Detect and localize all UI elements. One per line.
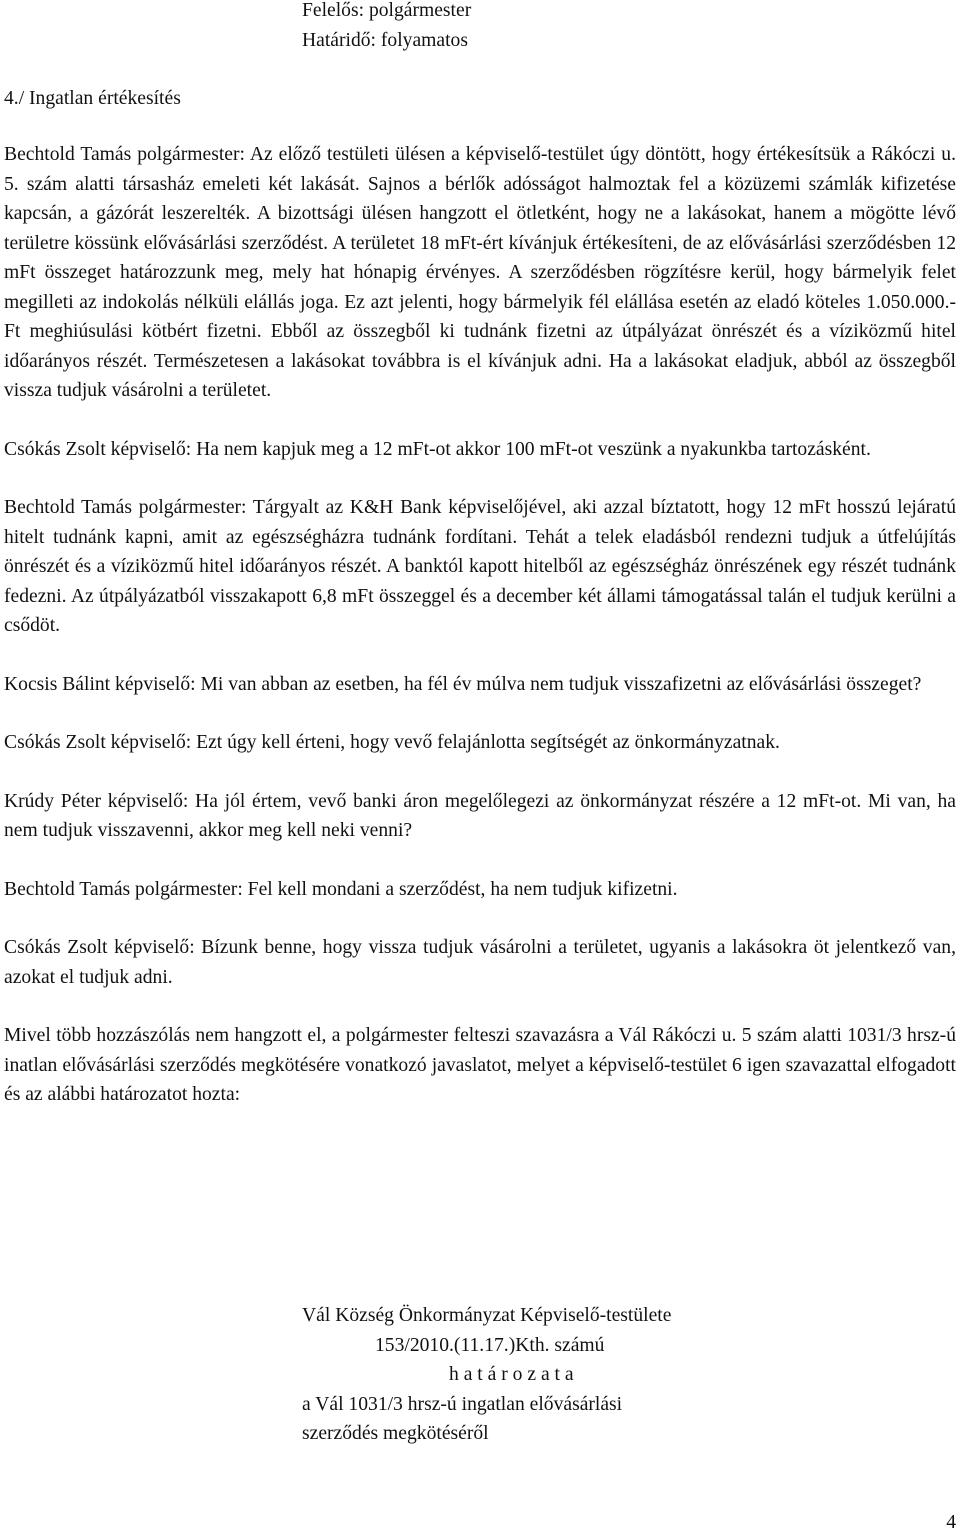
- deadline: Határidő: folyamatos: [302, 29, 468, 51]
- paragraph-vote-summary: Mivel több hozzászólás nem hangzott el, a polgármester felteszi szavazásra a Vál Rákóczi u. 5 szám alatti 1031/3 hrsz-ú inatlan elővásárlási szerződés megkötésére vonatkozó javaslatot, melyet a képviselő-testület 6 igen szavazattal elfogadott és az alábbi határozatot hozta:: [4, 1025, 956, 1105]
- resolution-body: Vál Község Önkormányzat Képviselő-testülete: [302, 1305, 672, 1326]
- page-number: 4: [946, 1512, 956, 1533]
- minutes-body: [4, 140, 956, 1139]
- paragraph-csokas-comment: Csókás Zsolt képviselő: Ha nem kapjuk meg a 12 mFt-ot akkor 100 mFt-ot veszünk a nyakunkba tartozásként.: [4, 438, 871, 460]
- resolution-subject-line1: a Vál 1031/3 hrsz-ú ingatlan elővásárlási: [302, 1393, 623, 1415]
- section-title: 4./ Ingatlan értékesítés: [4, 88, 181, 109]
- resolution-block: [302, 1301, 862, 1449]
- paragraph-mayor-bank: Bechtold Tamás polgármester: Tárgyalt az K&H Bank képviselőjével, aki azzal bíztatott, hogy 12 mFt hosszú lejáratú hitelt tudnánk kapni, amit az egészségházra tudnánk fordítani. Tehát a telek eladásból rendezni tudjuk a útfelújítás önrészét és a víziközmű hitel időarányos részét. A banktól kapott hitelből az egészségház önrészének egy részét tudnánk fedezni. Az útpályázatból visszakapott 6,8 mFt összeggel és a december két állami támogatással talán el tudjuk kerülni a csődöt.: [4, 497, 956, 636]
- responsible-person: Felelős: polgármester: [302, 0, 472, 21]
- paragraph-mayor-reply: Bechtold Tamás polgármester: Fel kell mondani a szerződést, ha nem tudjuk kifizetni.: [4, 878, 678, 900]
- responsibility-header: [302, 0, 902, 55]
- paragraph-kocsis-question: Kocsis Bálint képviselő: Mi van abban az esetben, ha fél év múlva nem tudjuk visszafizetni az elővásárlási összeget?: [4, 673, 922, 695]
- paragraph-csokas-answer: Csókás Zsolt képviselő: Ezt úgy kell érteni, hogy vevő felajánlotta segítségét az önkormányzatnak.: [4, 732, 780, 753]
- paragraph-csokas-confidence: Csókás Zsolt képviselő: Bízunk benne, hogy vissza tudjuk vásárolni a területet, ugyanis a lakásokra öt jelentkező van, azokat el tudjuk adni.: [4, 937, 956, 988]
- paragraph-mayor-statement: Bechtold Tamás polgármester: Az előző testületi ülésen a képviselő-testület úgy döntött, hogy értékesítsük a Rákóczi u. 5. szám alatti társasház emeleti két lakását. Sajnos a bérlők adósságot halmoztak fel a közüzemi számlák kifizetése kapcsán, a gázórát leszerelték. A bizottsági ülésen hangzott el ötletként, hogy ne a lakásokat, hanem a mögötte lévő területre kössünk elővásárlási szerződést. A területet 18 mFt-ért kívánjuk értékesíteni, de az elővásárlási szerződésben 12 mFt összeget határozzunk meg, mely hat hónapig érvényes. A szerződésben rögzítésre kerül, hogy bármelyik felet megilleti az indokolás nélküli elállás joga. Ez azt jelenti, hogy bármelyik fél elállása esetén az eladó köteles 1.050.000.-Ft meghiúsulási kötbért fizetni. Ebből az összegből ki tudnánk fizetni az útpályázat önrészét és a víziközmű hitel időarányos részét. Természetesen a lakásokat továbbra is el kívánjuk adni. Ha a lakásokat eladjuk, abból az összegből vissza tudjuk vásárolni a területet.: [4, 144, 956, 401]
- resolution-label: h a t á r o z a t a: [449, 1364, 574, 1385]
- resolution-number: 153/2010.(11.17.)Kth. számú: [375, 1334, 605, 1356]
- paragraph-krudy-question: Krúdy Péter képviselő: Ha jól értem, vevő banki áron megelőlegezi az önkormányzat részére a 12 mFt-ot. Mi van, ha nem tudjuk visszavenni, akkor meg kell neki venni?: [4, 790, 956, 841]
- resolution-subject-line2: szerződés megkötéséről: [302, 1423, 489, 1444]
